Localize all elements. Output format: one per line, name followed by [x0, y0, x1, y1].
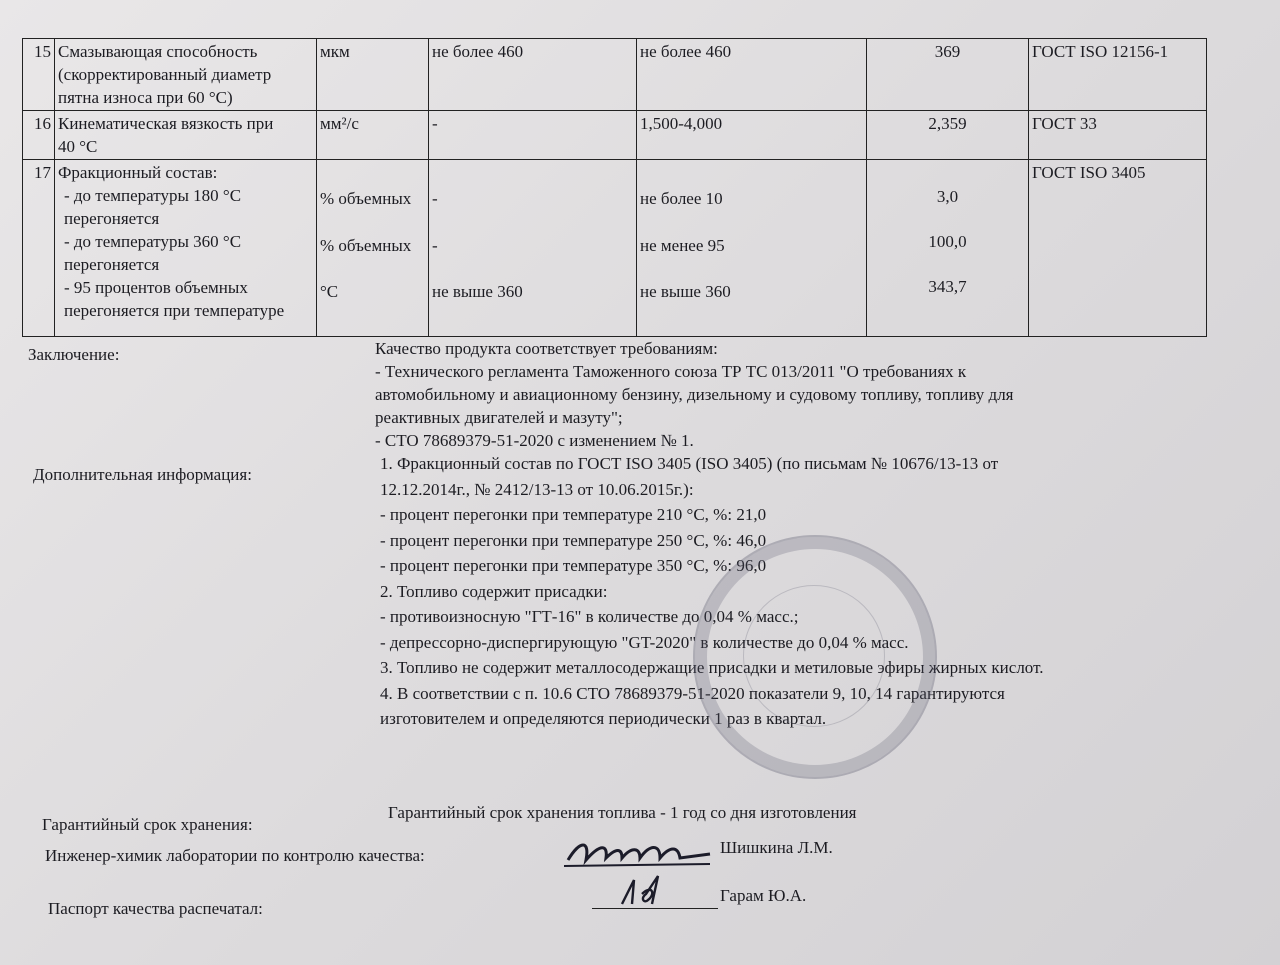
- round-stamp-inner-icon: [743, 585, 885, 727]
- printer-name: Гарам Ю.А.: [720, 886, 807, 905]
- table-row: [23, 39, 1207, 111]
- result-cell: 369: [867, 39, 1029, 111]
- result-cell: 2,359: [867, 111, 1029, 160]
- conclusion-text: Качество продукта соответствует требованиям: - Технического регламента Таможенного союза ТР ТС 013/2011 "О требованиях к автомобильному и авиационному бензину, дизельному и судовому топливу, топливу для реактивных двигателей и мазуту"; - СТО 78689379-51-2020 с изменением № 1.: [375, 339, 1014, 450]
- result-cell: 3,0 100,0 343,7: [867, 160, 1029, 337]
- printer-signature-icon: [612, 872, 672, 912]
- requirement-cell: не более 10 не менее 95 не выше 360: [637, 160, 867, 337]
- parameter-name: Фракционный состав: - до температуры 180 °С перегоняется - до температуры 360 °С перегоняется - 95 процентов объемных перегоняется при температуре: [55, 160, 317, 337]
- additional-info-label: Дополнительная информация:: [33, 465, 252, 484]
- printer-label: Паспорт качества распечатал:: [48, 899, 263, 918]
- engineer-name: Шишкина Л.М.: [720, 838, 833, 857]
- requirement-cell: 1,500-4,000: [637, 111, 867, 160]
- requirement-cell: не более 460: [429, 39, 637, 111]
- row-number: 16: [23, 111, 55, 160]
- additional-info-text: 1. Фракционный состав по ГОСТ ISO 3405 (ISO 3405) (по письмам № 10676/13-13 от 12.12.2014г., № 2412/13-13 от 10.06.2015г.): - процент перегонки при температуре 210 °С, %: 21,0 - процент перегонки при температуре 250 °С, %: 46,0 - процент перегонки при температуре 350 °С, %: 96,0 2. Топливо содержит присадки: - противоизносную "ГТ-16" в количестве до 0,04 % масс.; - депрессорно-диспергирующую "GT-2020" в количестве до 0,04 % масс. 3. Топливо не содержит металлосодержащие присадки и метиловые эфиры жирных кислот. 4. В соответствии с п. 10.6 СТО 78689379-51-2020 показатели 9, 10, 14 гарантируются изготовителем и определяются периодически 1 раз в квартал.: [380, 454, 1044, 728]
- engineer-label: Инженер-химик лаборатории по контролю качества:: [45, 846, 425, 865]
- unit-cell: мм²/с: [317, 111, 429, 160]
- unit-cell: мкм: [317, 39, 429, 111]
- parameters-table: [22, 38, 1207, 337]
- method-cell: ГОСТ ISO 12156-1: [1029, 39, 1207, 111]
- table-row: [23, 160, 1207, 337]
- row-number: 15: [23, 39, 55, 111]
- row-number: 17: [23, 160, 55, 337]
- requirement-cell: не более 460: [637, 39, 867, 111]
- engineer-signature-icon: [560, 830, 720, 874]
- unit-cell: % объемных % объемных °С: [317, 160, 429, 337]
- parameter-name: Кинематическая вязкость при 40 °С: [55, 111, 317, 160]
- parameter-name: Смазывающая способность (скорректированный диаметр пятна износа при 60 °С): [55, 39, 317, 111]
- method-cell: ГОСТ ISO 3405: [1029, 160, 1207, 337]
- table-row: [23, 111, 1207, 160]
- requirement-cell: -: [429, 111, 637, 160]
- method-cell: ГОСТ 33: [1029, 111, 1207, 160]
- storage-value: Гарантийный срок хранения топлива - 1 год со дня изготовления: [388, 803, 857, 822]
- conclusion-label: Заключение:: [28, 345, 120, 364]
- storage-label: Гарантийный срок хранения:: [42, 815, 253, 834]
- requirement-cell: - - не выше 360: [429, 160, 637, 337]
